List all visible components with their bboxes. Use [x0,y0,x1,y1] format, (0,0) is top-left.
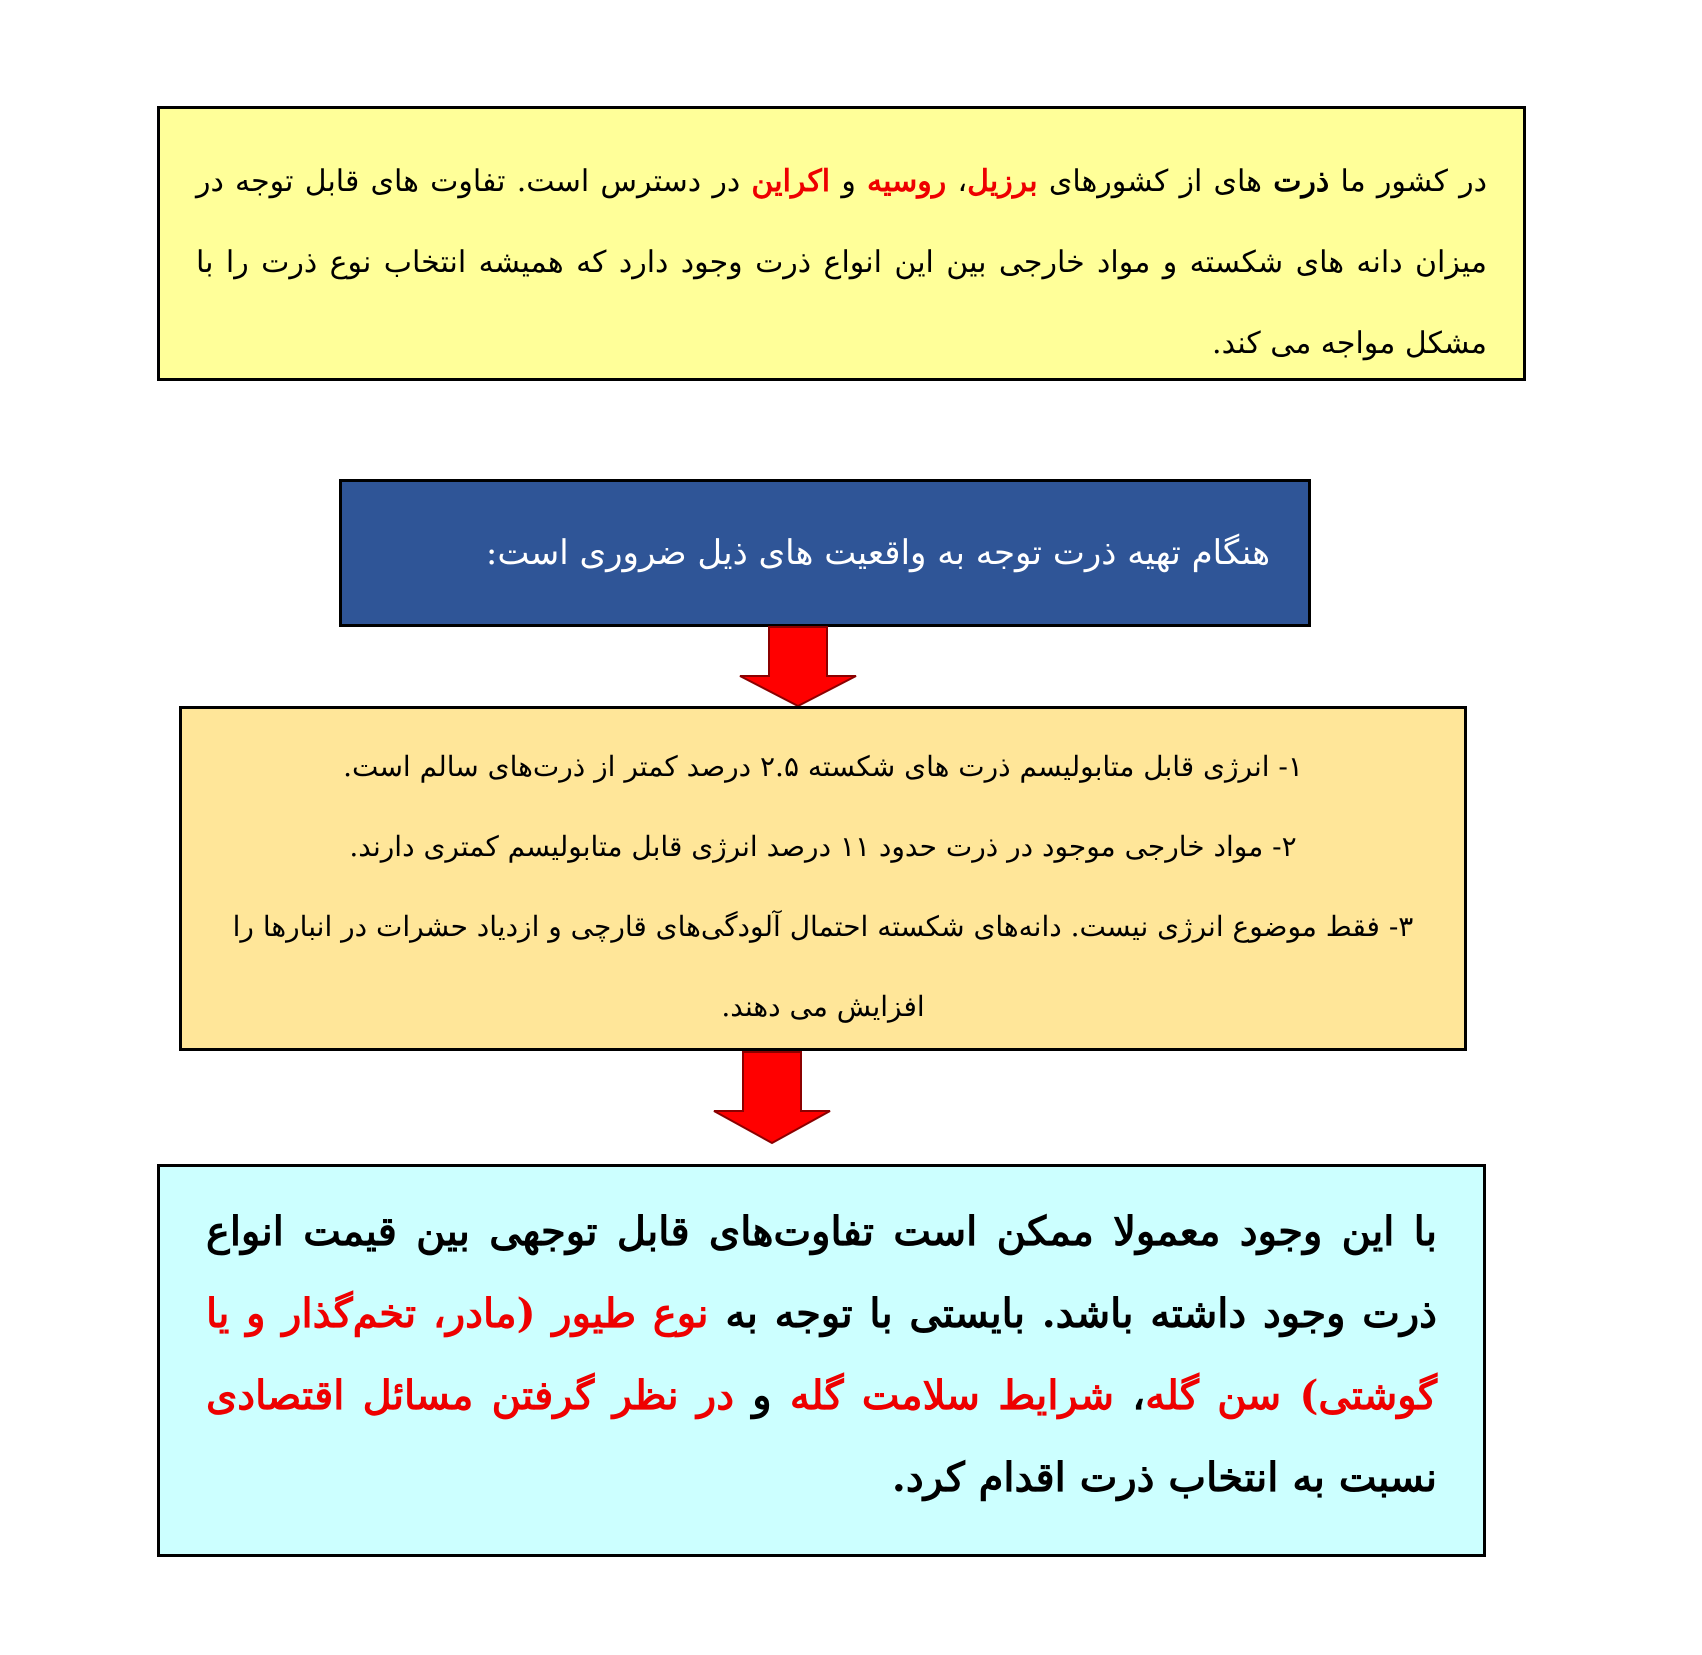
fact-item: ۳- فقط موضوع انرژی نیست. دانه‌های شکسته احتمال آلودگی‌های قارچی و ازدیاد حشرات در انبارها را افزایش می دهند. [232,910,1414,1023]
intro-text-2: های از کشورهای [1037,164,1274,199]
conclusion-text-4: نسبت به انتخاب ذرت اقدام کرد. [891,1454,1437,1501]
intro-russia: روسیه [867,164,947,199]
down-arrow-icon [712,1051,832,1145]
header-text: هنگام تهیه ذرت توجه به واقعیت های ذیل ضروری است: [485,533,1270,573]
fact-item: ۲- مواد خارجی موجود در ذرت حدود ۱۱ درصد انرژی قابل متابولیسم کمتری دارند. [349,830,1297,863]
conclusion-text-1: با این وجود معمولا ممکن است تفاوت‌های قابل توجهی بین قیمت انواع ذرت وجود داشته باشد. بایستی با توجه به [206,1208,1437,1337]
conclusion-separator: ، [1114,1372,1146,1419]
intro-text-1: در کشور ما [1329,164,1487,199]
intro-separator: ، [946,164,968,199]
conclusion-poultry-type: نوع طیور (مادر، تخم‌گذار و یا گوشتی) سن گله [206,1290,1437,1419]
intro-and: و [830,164,868,199]
intro-brazil: برزیل [967,164,1038,199]
intro-box [157,106,1526,381]
intro-corn: ذرت [1273,164,1330,199]
intro-paragraph [196,141,1487,384]
fact-item: ۱- انرژی قابل متابولیسم ذرت های شکسته ۲.۵ درصد کمتر از ذرت‌های سالم است. [343,750,1303,783]
conclusion-and: و [734,1372,790,1419]
conclusion-economic: در نظر گرفتن مسائل اقتصادی [206,1372,734,1419]
conclusion-paragraph [206,1191,1437,1519]
conclusion-box [157,1164,1486,1557]
down-arrow-icon [738,626,858,708]
intro-ukraine: اکراین [751,164,831,199]
facts-box [179,706,1467,1051]
conclusion-flock-health: شرایط سلامت گله [789,1372,1115,1419]
header-box [339,479,1311,627]
intro-text-3: در دسترس است. تفاوت های قابل توجه در میزان دانه های شکسته و مواد خارجی بین این انواع ذرت وجود دارد که همیشه انتخاب نوع ذرت را با مشکل مواجه می کند. [196,164,1487,361]
